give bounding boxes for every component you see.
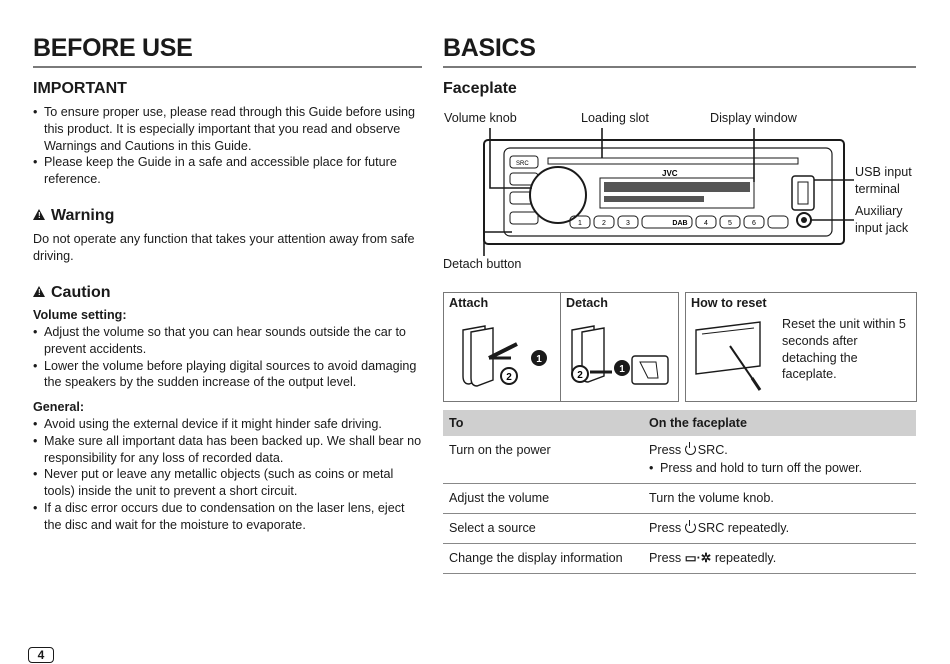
caution-heading: ! Caution (33, 284, 111, 302)
faceplate-heading: Faceplate (443, 80, 517, 97)
list-item: • Adjust the volume so that you can hear sounds outside the car to prevent accidents. (33, 324, 423, 358)
svg-text:DAB: DAB (672, 220, 688, 227)
svg-text:1: 1 (578, 220, 582, 227)
attach-heading: Attach (449, 296, 489, 310)
svg-text:2: 2 (602, 220, 606, 227)
section-title-basics: BASICS (443, 34, 536, 62)
volume-list (33, 324, 423, 391)
table-header-on-faceplate: On the faceplate (643, 410, 916, 436)
table-row: Turn on the power Press SRC. • Press and hold to turn off the power. (443, 436, 916, 484)
table-row: Change the display information Press ▭·✲ repeatedly. (443, 544, 916, 574)
list-item: • Make sure all important data has been backed up. We shall bear no responsibility for any loss of recorded data. (33, 433, 423, 467)
title-rule (443, 66, 916, 68)
src-button-label: SRC (516, 161, 529, 167)
callout-detach-button: Detach button (443, 257, 522, 271)
page-number: 4 (28, 647, 54, 663)
svg-text:2: 2 (506, 372, 512, 383)
warning-text: Do not operate any function that takes your attention away from safe driving. (33, 232, 415, 263)
table-header-to: To (443, 410, 643, 436)
table-row: Select a source Press SRC repeatedly. (443, 514, 916, 544)
callout-display-window: Display window (710, 111, 797, 125)
power-icon (685, 522, 696, 533)
callout-loading-slot: Loading slot (581, 111, 649, 125)
list-item: • Press and hold to turn off the power. (649, 460, 910, 477)
important-heading: IMPORTANT (33, 80, 127, 97)
warning-icon: ! (33, 209, 45, 220)
volume-setting-heading: Volume setting: (33, 308, 127, 322)
table-row: Adjust the volume Turn the volume knob. (443, 484, 916, 514)
title-rule (33, 66, 422, 68)
list-item: • Never put or leave any metallic objects (such as coins or metal tools) inside the unit to prevent a short circuit. (33, 466, 423, 500)
reset-illustration (690, 316, 780, 396)
list-item: • If a disc error occurs due to condensation on the laser lens, eject the disc and wait for the moisture to evaporate. (33, 500, 423, 534)
list-item: • Lower the volume before playing digital sources to avoid damaging the speakers by the sudden increase of the output level. (33, 358, 423, 392)
display-settings-icon: ▭·✲ (684, 551, 712, 565)
svg-text:2: 2 (577, 370, 583, 381)
svg-text:4: 4 (704, 220, 708, 227)
panel-divider (560, 292, 561, 402)
svg-text:5: 5 (728, 220, 732, 227)
important-list (33, 104, 423, 188)
caution-icon: ! (33, 286, 45, 297)
power-icon (685, 444, 696, 455)
list-item: • Please keep the Guide in a safe and accessible place for future reference. (33, 154, 423, 188)
attach-illustration (455, 318, 555, 396)
faceplate-diagram (440, 128, 860, 256)
detach-heading: Detach (566, 296, 608, 310)
reset-heading: How to reset (691, 296, 767, 310)
general-list (33, 416, 423, 534)
svg-text:3: 3 (626, 220, 630, 227)
brand-logo: JVC (662, 169, 678, 178)
section-title-before-use: BEFORE USE (33, 34, 193, 62)
svg-text:1: 1 (536, 354, 542, 365)
operations-table (443, 410, 916, 574)
detach-illustration (568, 318, 673, 396)
general-heading: General: (33, 400, 85, 414)
svg-text:6: 6 (752, 220, 756, 227)
svg-text:1: 1 (619, 364, 625, 375)
list-item: • Avoid using the external device if it might hinder safe driving. (33, 416, 423, 433)
callout-usb-terminal: USB input terminal (855, 165, 912, 196)
reset-text: Reset the unit within 5 seconds after detaching the faceplate. (782, 317, 906, 382)
warning-heading: ! Warning (33, 207, 114, 225)
callout-volume-knob: Volume knob (444, 111, 517, 125)
callout-aux-jack: Auxiliary input jack (855, 204, 909, 235)
list-item: • To ensure proper use, please read through this Guide before using this product. It is especially important that you read and observe Warnings and Cautions in this Guide. (33, 104, 423, 154)
